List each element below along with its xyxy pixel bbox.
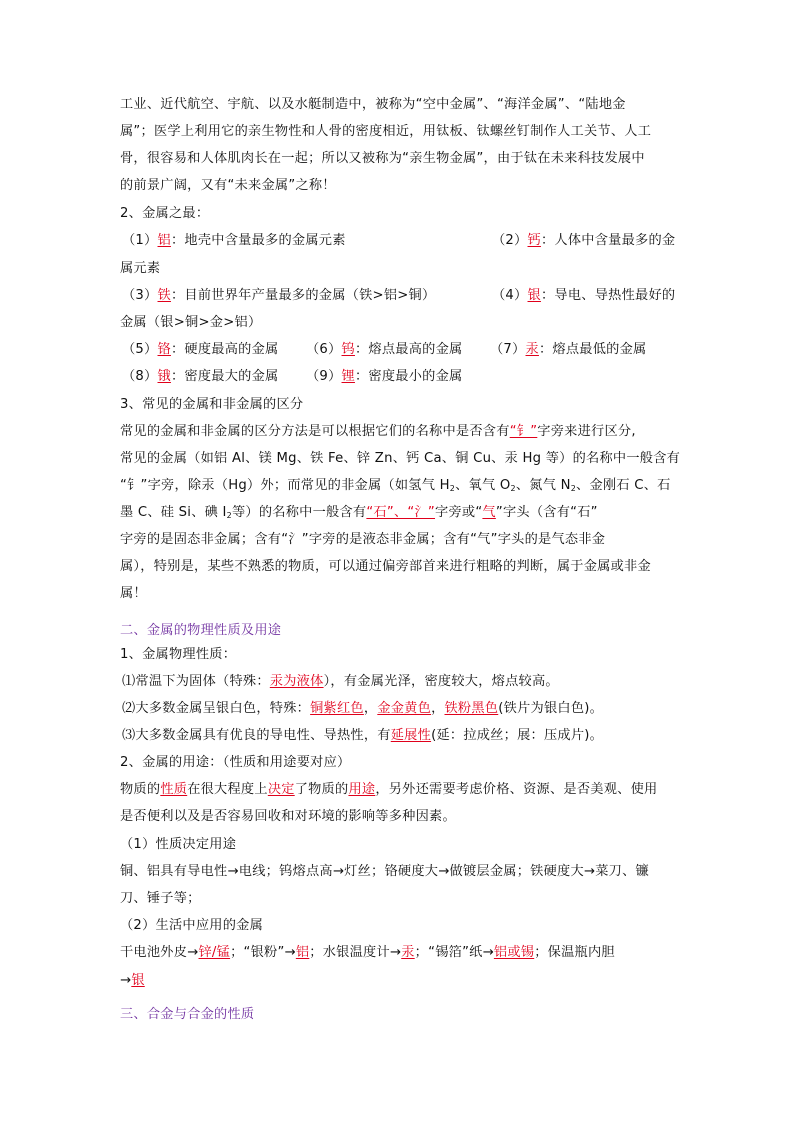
highlight: 汞 — [401, 945, 415, 960]
paragraph-line: “钅”字旁，除汞（Hg）外；而常见的非金属（如氢气 $H_2$、氧气 $O_2$、氮气 $N_2$、金刚石 C、石 — [120, 478, 671, 493]
paragraph-line: 是否便利以及是否容易回收和对环境的影响等多种因素。 — [120, 809, 456, 824]
highlight: 金金黄色 — [377, 701, 432, 716]
section-heading: 二、金属的物理性质及用途 — [120, 623, 282, 638]
paragraph-line: ⑵大多数金属呈银白色，特殊：铜紫红色，金金黄色，铁粉黑色(铁片为银白色)。 — [122, 701, 604, 716]
highlight: 锌/锰 — [198, 945, 231, 960]
highlight: 铜紫红色 — [310, 701, 364, 716]
metal-fact-2: （2）钙：人体中含量最多的金 — [492, 233, 676, 248]
highlight: 铝或锡 — [493, 945, 535, 960]
highlight: 铁粉黑色 — [444, 701, 499, 716]
metal-fact-5: （5）铬：硬度最高的金属 — [122, 342, 279, 357]
highlight: 银 — [131, 973, 145, 988]
metal-name: 钙 — [527, 233, 541, 248]
section-subheading: 3、常见的金属和非金属的区分 — [120, 397, 304, 412]
paragraph-line: 刀、锤子等； — [120, 891, 201, 906]
highlight: “石”、“氵” — [366, 505, 436, 520]
highlight: 用途 — [348, 782, 376, 797]
paragraph-line: 字旁的是固态非金属；含有“氵”字旁的是液态非金属；含有“气”字头的是气态非金 — [120, 532, 606, 547]
highlight: 铝 — [295, 945, 310, 960]
metal-name: 银 — [527, 288, 541, 303]
paragraph-line: 物质的性质在很大程度上决定了物质的用途，另外还需要考虑价格、资源、是否美观、使用 — [120, 782, 658, 797]
metal-name: 汞 — [525, 342, 539, 357]
metal-name: 锂 — [341, 369, 355, 384]
paragraph-line: 铜、铝具有导电性→电线；钨熔点高→灯丝；铬硬度大→做镀层金属；铁硬度大→菜刀、镰 — [120, 864, 649, 879]
highlight: 延展性 — [390, 728, 432, 743]
highlight: 性质 — [160, 782, 188, 797]
metal-name: 铝 — [157, 233, 171, 248]
metal-fact-6: （6）钨：熔点最高的金属 — [306, 342, 463, 357]
metal-fact-3: （3）铁：目前世界年产量最多的金属（铁>铝>铜） — [122, 288, 436, 303]
paragraph-line: 墨 C、硅 Si、碘 $I_2$等）的名称中一般含有“石”、“氵”字旁或“气”字头（含有“石” — [120, 505, 598, 520]
paragraph-line: ⑶大多数金属具有优良的导电性、导热性，有延展性(延：拉成丝；展：压成片)。 — [122, 728, 604, 743]
paragraph-line: 工业、近代航空、宇航、以及水艇制造中，被称为“空中金属”、“海洋金属”、“陆地金 — [120, 97, 626, 112]
metal-name: 锇 — [157, 369, 171, 384]
section-subheading: （1）性质决定用途 — [120, 837, 237, 852]
metal-fact-4: （4）银：导电、导热性最好的 — [492, 288, 676, 303]
metal-fact-8: （8）锇：密度最大的金属 — [122, 369, 279, 384]
metal-fact-1: （1）铝：地壳中含量最多的金属元素 — [122, 233, 346, 248]
highlight: 气 — [482, 505, 496, 520]
metal-name: 铁 — [157, 288, 171, 303]
paragraph-line: 的前景广阔，又有“未来金属”之称！ — [120, 178, 336, 193]
highlight: “钅” — [509, 424, 538, 439]
paragraph-line: 属），特别是，某些不熟悉的物质，可以通过偏旁部首来进行粗略的判断，属于金属或非金 — [120, 559, 651, 574]
paragraph-line: ⑴常温下为固体（特殊：汞为液体），有金属光泽，密度较大，熔点较高。 — [122, 674, 559, 689]
section-subheading: （2）生活中应用的金属 — [120, 918, 264, 933]
metal-fact-7: （7）汞：熔点最低的金属 — [490, 342, 647, 357]
paragraph-line: →银 — [120, 973, 145, 988]
paragraph-line: 属”；医学上利用它的亲生物性和人骨的密度相近，用钛板、钛螺丝钉制作人工关节、人工 — [120, 124, 652, 139]
section-subheading: 2、金属之最： — [120, 206, 210, 221]
paragraph-line: 属元素 — [120, 261, 161, 276]
paragraph-line: 常见的金属（如铝 Al、镁 Mg、铁 Fe、锌 Zn、钙 Ca、铜 Cu、汞 Hg 等）的名称中一般含有 — [120, 451, 681, 466]
paragraph-line: 骨，很容易和人体肌肉长在一起；所以又被称为“亲生物金属”，由于钛在未来科技发展中 — [120, 151, 645, 166]
paragraph-line: 属！ — [120, 586, 147, 601]
metal-name: 钨 — [341, 342, 355, 357]
paragraph-line: 常见的金属和非金属的区分方法是可以根据它们的名称中是否含有“钅”字旁来进行区分, — [120, 424, 636, 439]
highlight: 汞为液体 — [269, 674, 324, 689]
metal-fact-9: （9）锂：密度最小的金属 — [306, 369, 463, 384]
section-heading: 三、合金与合金的性质 — [120, 1007, 255, 1022]
paragraph-line: 金属（银>铜>金>铝） — [120, 315, 262, 330]
metal-name: 铬 — [157, 342, 171, 357]
section-subheading: 2、金属的用途：（性质和用途要对应） — [120, 755, 351, 770]
paragraph-line: 干电池外皮→锌/锰；“银粉”→铝；水银温度计→汞；“锡箔”纸→铝或锡；保温瓶内胆 — [120, 945, 615, 960]
highlight: 决定 — [267, 782, 295, 797]
section-subheading: 1、金属物理性质： — [120, 647, 237, 662]
